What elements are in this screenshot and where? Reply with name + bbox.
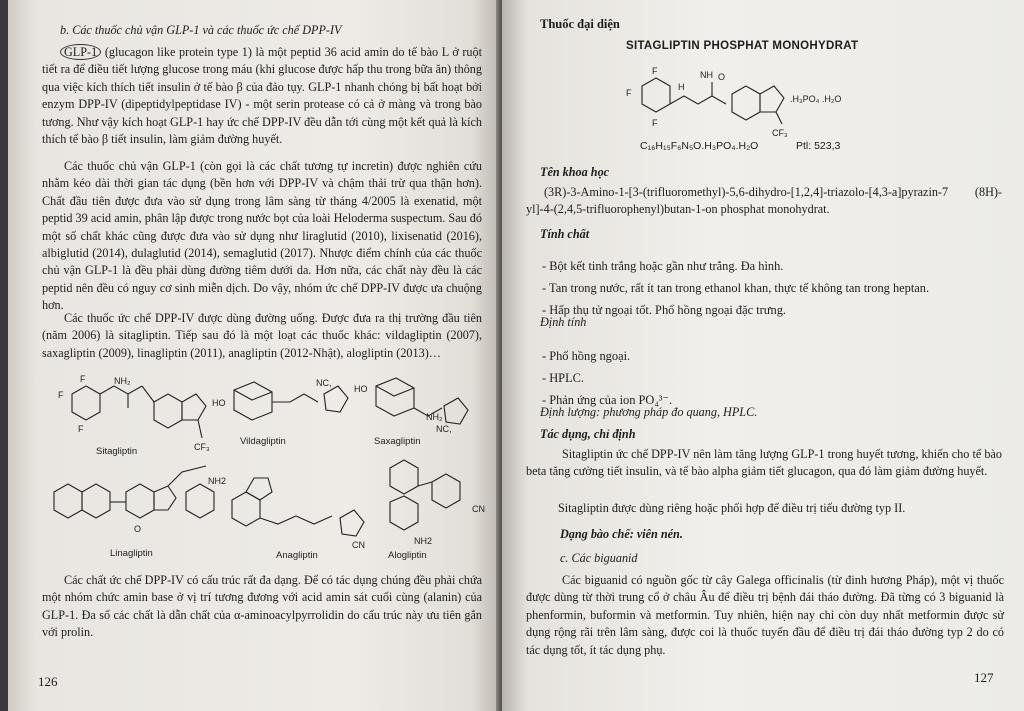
para-structure-activity: Các chất ức chế DPP-IV có cấu trúc rất đa dạng. Để có tác dụng chúng đều phải chứa một nhóm chức amin base ở vị trí tương đương với acid amin sát cuối cùng (alanin) của GLP-1. Đa số các chất là dẫn chất của α-aminoacylpyrrolidin do cấu trúc này ưu tiên gắn với prolin.: [42, 573, 482, 640]
saxagliptin-ho: HO: [354, 384, 368, 394]
vildagliptin-ho: HO: [212, 398, 226, 408]
alogliptin-uracil: [390, 460, 418, 494]
vildagliptin-adamantane: [234, 382, 272, 420]
use-paragraph-2: Sitagliptin được dùng riêng hoặc phối hợp để điều trị tiểu đường typ II.: [558, 501, 906, 515]
sitagliptin-phosphate-structure: [622, 66, 882, 146]
label-alogliptin: Alogliptin: [388, 550, 427, 561]
assay-line: Định lượng: phương pháp đo quang, HPLC.: [540, 405, 758, 419]
left-page: [8, 0, 500, 711]
saxagliptin-nh2: NH₂: [426, 412, 443, 422]
label-saxagliptin: Saxagliptin: [374, 436, 421, 447]
vildagliptin-pyrrolidine: [324, 386, 348, 412]
alogliptin-benzyl-ring: [432, 474, 460, 508]
identification-heading: Định tính: [540, 315, 587, 329]
dosage-form: Dạng bào chế: viên nén.: [560, 527, 683, 541]
o-label: O: [718, 72, 726, 82]
ident-2: - HPLC.: [542, 371, 584, 386]
use-paragraph-1: Sitagliptin ức chế DPP-IV nên làm tăng lượng GLP-1 trong huyết tương, khiến cho tế bào beta tăng cường tiết insulin, và tế bào alpha giảm tiết glucagon, qua đó làm giảm đường huyết.: [526, 447, 1002, 479]
anagliptin-cn: CN: [352, 540, 365, 550]
right-page: [502, 0, 1024, 711]
alogliptin-nh2: NH2: [414, 536, 433, 546]
linagliptin-nh2: NH2: [208, 476, 227, 486]
section-heading-b: b. Các thuốc chủ vận GLP-1 và các thuốc ức chế DPP-IV: [60, 23, 342, 37]
property-3: - Hấp thụ tử ngoại tốt. Phổ hồng ngoại đặc trưng.: [542, 303, 787, 318]
sitagliptin-cf3: CF₃: [194, 442, 210, 452]
glp1-circled-term: GLP-1: [60, 44, 101, 60]
linagliptin-o: O: [134, 524, 142, 534]
sitagliptin-triazole-ring: [182, 394, 206, 420]
h-label: H: [678, 82, 685, 92]
anagliptin-pyrrolidine: [340, 510, 364, 536]
cf3-label: CF₃: [772, 128, 788, 138]
sitagliptin-benzene-ring: [72, 386, 100, 420]
sitagliptin-f-left: F: [58, 390, 64, 400]
ident-3: - Phản ứng của ion PO₄³⁻.: [542, 393, 673, 408]
sci-name: (3R)-3-Amino-1-[3-(trifluoromethyl)-5,6-dihydro-[1,2,4]-triazolo-[4,3-a]pyrazin-7 (8H)-yl]-4-(2,4,5-trifluorophenyl)butan-1-on phosphat monohydrat.: [526, 185, 1002, 217]
page-number-left: 126: [38, 674, 58, 689]
sitagliptin-f-top: F: [80, 374, 86, 384]
biguanid-paragraph: Các biguanid có nguồn gốc từ cây Galega officinalis (từ đinh hương Pháp), một vị thuốc được dùng từ thời trung cổ ở châu Âu để điều trị bệnh đái tháo đường. Đã từng có 3 biguanid là phenformin, buformin và metformin. Tuy nhiên, hiện nay chỉ còn duy nhất metformin được sử dụng rộng rãi trên lâm sàng, được coi là thuốc tuyến đầu để điều trị đái tháo đường typ 2 do có tác dụng tốt, ít tác dụng phụ.: [526, 573, 1004, 657]
f-bottom: F: [652, 118, 658, 128]
section-representative-drug: Thuốc đại diện: [540, 17, 620, 31]
trifluorophenyl-ring: [642, 78, 670, 112]
use-heading: Tác dụng, chỉ định: [540, 427, 636, 441]
alogliptin-piperidine: [390, 496, 418, 530]
f-left: F: [626, 88, 632, 98]
dpp4-structures-figure: [34, 372, 500, 572]
sitagliptin-nh2: NH₂: [114, 376, 131, 386]
saxagliptin-pyrrolidine: [444, 398, 468, 424]
saxagliptin-adamantane: [376, 378, 414, 416]
para-dpp4-inhibitors: Các thuốc ức chế DPP-IV được dùng đường uống. Được đưa ra thị trường đầu tiên (năm 2006) là sitagliptin. Tiếp sau đó là một loạt các thuốc khác: vildagliptin (2007), saxagliptin (2009), linagliptin (2011), anagliptin (2012-Nhật), alogliptin (2013)…: [42, 311, 482, 360]
label-linagliptin: Linagliptin: [110, 548, 153, 559]
saxagliptin-nc: NC,: [436, 424, 452, 434]
properties-heading: Tính chất: [540, 227, 590, 241]
molecular-formula: C₁₆H₁₅F₆N₅O.H₃PO₄.H₂O: [640, 140, 759, 152]
linagliptin-xanthine: [126, 484, 154, 518]
page-number-right: 127: [974, 670, 994, 685]
molecular-weight: Ptl: 523,3: [796, 140, 841, 152]
sitagliptin-piperazine-ring: [154, 394, 182, 428]
alogliptin-cn: CN: [472, 504, 485, 514]
vildagliptin-nc: NC,: [316, 378, 332, 388]
linagliptin-quinazoline: [54, 484, 82, 518]
property-2: - Tan trong nước, rất ít tan trong ethanol khan, thực tế không tan trong heptan.: [542, 281, 930, 296]
linagliptin-piperidine: [186, 484, 214, 518]
f-top: F: [652, 66, 658, 76]
salt-label: .H₃PO₄ .H₂O: [790, 94, 842, 104]
biguanid-heading: c. Các biguanid: [560, 551, 638, 565]
para-glp1-agonists: Các thuốc chủ vận GLP-1 (còn gọi là các chất tương tự incretin) được nghiên cứu nhằm kéo dài thời gian tác dụng (bền hơn với DPP-IV và chậm thải trừ qua thận hơn). Chất đầu tiên được đưa vào sử dụng trong lâm sàng từ tháng 4/2005 là exenatid, một peptid 39 acid amin, phân lập được trong nước bọt của loài Heloderma suspectum. Sau đó một số chất khác cũng được đưa vào sử dụng như liraglutid (2010), lixisenatid (2016), albiglutid (2014), dulaglutid (2014), semaglutid (2017). Nhược điểm chính của các thuốc chủ vận GLP-1 là đều phải dùng đường tiêm dưới da. Hơn nữa, các chất này đều là các peptid nên đều có nguy cơ sinh miễn dịch. Do vậy, nhóm ức chế DPP-IV được ưa chuộng hơn.: [42, 159, 482, 313]
label-vildagliptin: Vildagliptin: [240, 436, 286, 447]
property-1: - Bột kết tinh trắng hoặc gần như trắng. Đa hình.: [542, 259, 784, 274]
sitagliptin-f-bottom: F: [78, 424, 84, 434]
nh2-label: NH: [700, 70, 713, 80]
sci-name-heading: Tên khoa học: [540, 165, 610, 179]
ident-1: - Phổ hồng ngoại.: [542, 349, 631, 364]
compound-title: SITAGLIPTIN PHOSPHAT MONOHYDRAT: [626, 40, 859, 52]
para-glp1: [42, 44, 482, 148]
para-glp1-text: (glucagon like protein type 1) là một peptid 36 acid amin do tế bào L ở ruột tiết ra để điều tiết lượng glucose trong máu (khi glucose được hấp thu trong bữa ăn) thông qua việc kích thích tiết insulin ở tế bào β của đảo tụy. GLP-1 nhanh chóng bị bất hoạt bởi enzym DPP-IV (dipeptidylpeptidase IV) - một serin protease có cả ở màng và trong bào tương. Như vậy kích hoạt GLP-1 hay ức chế DPP-IV đều dẫn tới cùng một kết quả là kích thích tế bào β tiết insulin, làm giảm đường huyết.: [42, 45, 483, 147]
label-sitagliptin: Sitagliptin: [96, 446, 138, 457]
triazolopyrazine-ring: [732, 86, 760, 120]
label-anagliptin: Anagliptin: [276, 550, 318, 561]
